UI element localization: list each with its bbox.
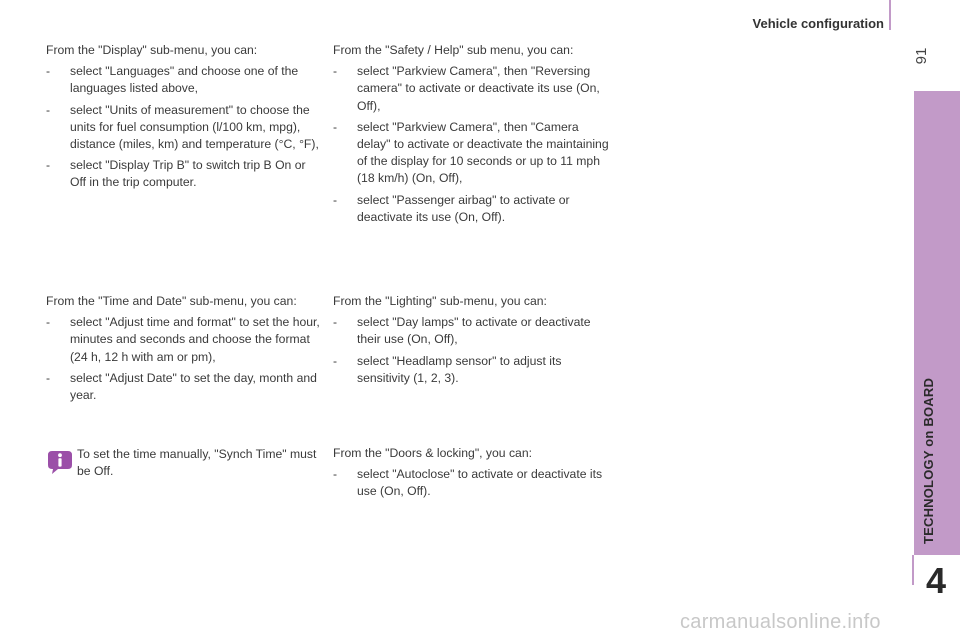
list-item: - select "Parkview Camera", then "Camera delay" to activate or deactivate the maintaining of the display for 10 seconds or up to 11 mph (18 km/h) (On, Off), (333, 119, 609, 186)
section-intro: From the "Display" sub-menu, you can: (46, 43, 258, 57)
display-submenu-section (46, 42, 321, 196)
info-icon (46, 449, 74, 475)
lighting-submenu-section (333, 293, 613, 391)
section-intro: From the "Doors & locking", you can: (333, 446, 532, 460)
option-list (333, 63, 613, 226)
time-date-submenu-section (46, 293, 321, 408)
list-item: - select "Adjust Date" to set the day, month and year. (46, 370, 317, 403)
list-item: - select "Display Trip B" to switch trip B On or Off in the trip computer. (46, 158, 306, 190)
page-number: 91 (913, 47, 930, 65)
chapter-divider (912, 555, 914, 585)
watermark-text: carmanualsonline.info (680, 611, 881, 633)
list-item: - select "Adjust time and format" to set the hour, minutes and seconds and choose the format (24 h, 12 h with am or pm), (46, 315, 320, 364)
safety-help-submenu-section (333, 42, 613, 230)
doors-locking-submenu-section (333, 445, 613, 505)
option-list (333, 466, 613, 500)
info-note-text: To set the time manually, "Synch Time" must be Off. (77, 447, 317, 479)
list-item: - select "Passenger airbag" to activate or deactivate its use (On, Off). (333, 192, 570, 224)
page-header-title: Vehicle configuration (752, 16, 884, 31)
section-intro: From the "Time and Date" sub-menu, you can: (46, 294, 297, 308)
list-item: - select "Day lamps" to activate or deactivate their use (On, Off), (333, 315, 591, 347)
list-item: - select "Autoclose" to activate or deactivate its use (On, Off). (333, 467, 603, 499)
option-list (46, 314, 321, 404)
list-item: - select "Parkview Camera", then "Reversing camera" to activate or deactivate its use (On, Off), (333, 64, 600, 113)
option-list (333, 314, 613, 387)
list-item: - select "Units of measurement" to choose the units for fuel consumption (l/100 km, mpg), distance (miles, km) and temperature (°C, °F), (46, 102, 319, 152)
list-item: - select "Headlamp sensor" to adjust its sensitivity (1, 2, 3). (333, 353, 562, 385)
section-intro: From the "Lighting" sub-menu, you can: (333, 294, 547, 308)
chapter-label: TECHNOLOGY on BOARD (921, 377, 936, 545)
chapter-number: 4 (925, 560, 947, 601)
list-item: - select "Languages" and choose one of the languages listed above, (46, 64, 299, 96)
option-list (46, 63, 321, 191)
section-intro: From the "Safety / Help" sub menu, you can: (333, 43, 574, 57)
header-divider (889, 0, 891, 30)
